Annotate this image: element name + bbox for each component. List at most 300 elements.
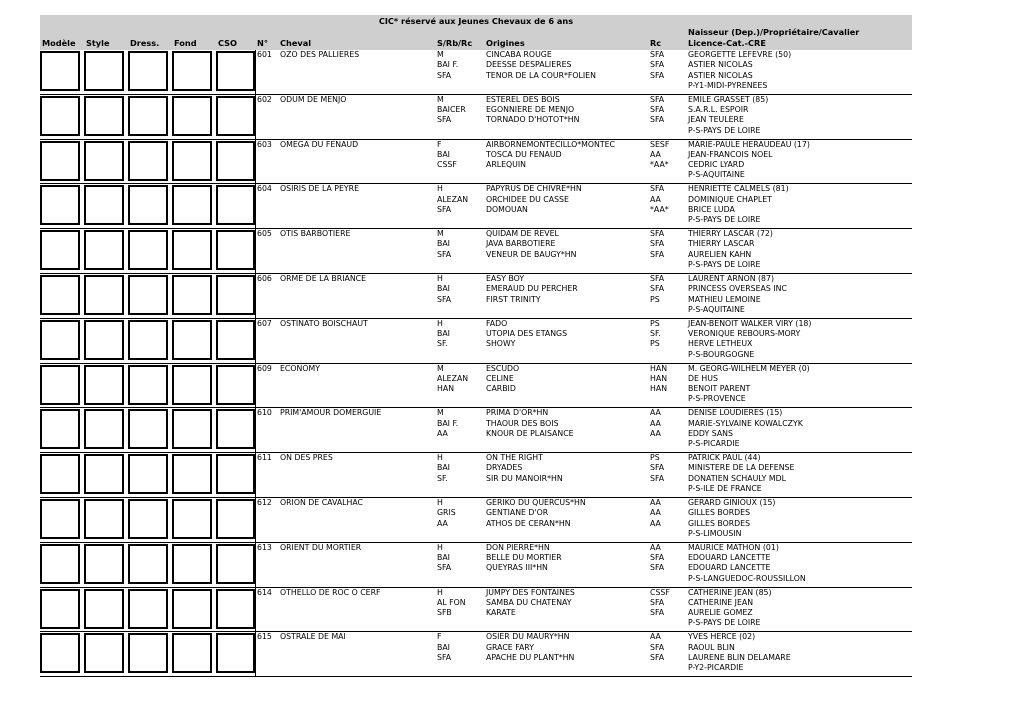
horse-name-line: PRIM'AMOUR DOMERGUIE xyxy=(280,408,382,418)
fond-score-box[interactable] xyxy=(172,320,212,360)
horse-name xyxy=(280,50,359,60)
table-row xyxy=(40,140,912,185)
owner-rider-info-line: EDOUARD LANCETTE xyxy=(688,553,771,563)
style-score-box[interactable] xyxy=(84,409,124,449)
origins-breed-line: AA xyxy=(650,194,661,204)
dress-score-box[interactable] xyxy=(128,499,168,539)
origins-breed-line: AA xyxy=(650,518,661,528)
col-cso: CSO xyxy=(218,38,238,48)
modele-score-box[interactable] xyxy=(40,230,80,270)
cso-score-box[interactable] xyxy=(216,141,255,181)
fond-score-box[interactable] xyxy=(172,633,212,673)
entry-number-line: 613 xyxy=(257,542,272,552)
horse-name-line: ORION DE CAVALHAC xyxy=(280,497,364,507)
modele-score-box[interactable] xyxy=(40,409,80,449)
owner-rider-info-line: CATHERINE JEAN (85) xyxy=(688,587,772,597)
owner-rider-info xyxy=(688,498,775,539)
horse-name-line: ECONOMY xyxy=(280,363,320,373)
origins-breed xyxy=(650,184,669,215)
entry-number xyxy=(257,229,272,239)
horse-origins xyxy=(486,588,575,619)
owner-rider-info-line: DENISE LOUDIERES (15) xyxy=(688,408,783,418)
table-row xyxy=(40,184,912,229)
cso-score-box[interactable] xyxy=(216,185,255,225)
origins-breed-line: PS xyxy=(650,453,660,463)
fond-score-box[interactable] xyxy=(172,589,212,629)
origins-breed-line: AA xyxy=(650,632,661,642)
entry-number xyxy=(257,588,272,598)
horse-origins xyxy=(486,140,615,171)
dress-score-box[interactable] xyxy=(128,365,168,405)
owner-rider-info-line: LAURENT ARNON (87) xyxy=(688,273,775,283)
entry-number xyxy=(257,543,272,553)
column-divider xyxy=(255,588,256,633)
cso-score-box[interactable] xyxy=(216,589,255,629)
entries-list xyxy=(40,50,912,677)
dress-score-box[interactable] xyxy=(128,230,168,270)
owner-rider-info-line: EDOUARD LANCETTE xyxy=(688,563,771,573)
origins-breed-line: SFA xyxy=(650,463,665,473)
modele-score-box[interactable] xyxy=(40,633,80,673)
horse-name xyxy=(280,274,366,284)
column-divider xyxy=(255,632,256,677)
col-cheval: Cheval xyxy=(280,38,312,48)
horse-origins-line: ATHOS DE CERAN*HN xyxy=(486,518,571,528)
column-divider xyxy=(255,408,256,453)
dress-score-box[interactable] xyxy=(128,454,168,494)
column-divider xyxy=(255,453,256,498)
origins-breed xyxy=(650,588,670,619)
owner-rider-info-line: AURELIE GOMEZ xyxy=(688,608,753,618)
horse-sex-robe-race-line: H xyxy=(437,587,443,597)
horse-origins-line: JAVA BARBOTIERE xyxy=(486,239,556,249)
column-divider xyxy=(255,274,256,319)
entry-number-line: 605 xyxy=(257,229,272,239)
horse-origins-line: VENEUR DE BAUGY*HN xyxy=(486,249,577,259)
style-score-box[interactable] xyxy=(84,141,124,181)
origins-breed xyxy=(650,274,664,305)
entry-number xyxy=(257,498,272,508)
horse-sex-robe-race-line: F xyxy=(437,632,442,642)
table-row xyxy=(40,588,912,633)
horse-origins-line: CELINE xyxy=(486,373,514,383)
dress-score-box[interactable] xyxy=(128,633,168,673)
horse-origins-line: UTOPIA DES ETANGS xyxy=(486,329,568,339)
origins-breed-line: HAN xyxy=(650,373,668,383)
entry-number xyxy=(257,184,272,194)
horse-sex-robe-race xyxy=(437,498,456,529)
horse-origins-line: DON PIERRE*HN xyxy=(486,542,550,552)
horse-name xyxy=(280,632,346,642)
horse-sex-robe-race-line: AA xyxy=(437,518,448,528)
horse-name xyxy=(280,408,381,418)
horse-name-line: ORIENT DU MORTIER xyxy=(280,542,362,552)
origins-breed-line: PS xyxy=(650,318,660,328)
style-score-box[interactable] xyxy=(84,544,124,584)
horse-sex-robe-race-line: ALEZAN xyxy=(437,373,469,383)
col-rc: Rc xyxy=(650,38,662,48)
owner-rider-info xyxy=(688,543,806,584)
owner-rider-info-line: ASTIER NICOLAS xyxy=(688,70,753,80)
horse-origins xyxy=(486,319,567,350)
table-row xyxy=(40,543,912,588)
horse-origins-line: QUIDAM DE REVEL xyxy=(486,229,559,239)
owner-rider-info xyxy=(688,229,773,270)
horse-sex-robe-race-line: SFA xyxy=(437,652,452,662)
horse-origins-line: APACHE DU PLANT*HN xyxy=(486,652,575,662)
horse-sex-robe-race xyxy=(437,453,450,484)
horse-sex-robe-race-line: AA xyxy=(437,428,448,438)
modele-score-box[interactable] xyxy=(40,275,80,315)
horse-origins-line: ARLEQUIN xyxy=(486,160,526,170)
horse-origins-line: TOSCA DU FENAUD xyxy=(486,149,562,159)
horse-sex-robe-race-line: BAI xyxy=(437,149,450,159)
fond-score-box[interactable] xyxy=(172,365,212,405)
horse-origins xyxy=(486,229,576,260)
modele-score-box[interactable] xyxy=(40,51,80,91)
entry-number xyxy=(257,364,272,374)
owner-rider-info-line: P-Y2-PICARDIE xyxy=(688,663,744,673)
fond-score-box[interactable] xyxy=(172,454,212,494)
page-title: CIC* réservé aux Jeunes Chevaux de 6 ans xyxy=(378,16,574,26)
cso-score-box[interactable] xyxy=(216,633,255,673)
modele-score-box[interactable] xyxy=(40,365,80,405)
horse-sex-robe-race-line: SFA xyxy=(437,70,452,80)
horse-name-line: OTHELLO DE ROC O CERF xyxy=(280,587,381,597)
horse-name xyxy=(280,319,368,329)
horse-origins-line: EGONNIERE DE MENJO xyxy=(486,105,575,115)
horse-origins xyxy=(486,498,586,529)
horse-origins xyxy=(486,364,519,395)
entry-number-line: 603 xyxy=(257,139,272,149)
horse-origins xyxy=(486,274,578,305)
origins-breed-line: SFA xyxy=(650,273,665,283)
col-style: Style xyxy=(86,38,110,48)
horse-origins xyxy=(486,632,574,663)
origins-breed-line: SFA xyxy=(650,115,665,125)
cso-score-box[interactable] xyxy=(216,409,255,449)
table-row xyxy=(40,364,912,409)
horse-origins xyxy=(486,408,574,439)
owner-rider-info xyxy=(688,184,789,225)
horse-sex-robe-race xyxy=(437,364,468,395)
entry-number xyxy=(257,95,272,105)
col-fond: Fond xyxy=(174,38,197,48)
owner-rider-info xyxy=(688,588,772,629)
style-score-box[interactable] xyxy=(84,499,124,539)
style-score-box[interactable] xyxy=(84,365,124,405)
fond-score-box[interactable] xyxy=(172,499,212,539)
modele-score-box[interactable] xyxy=(40,454,80,494)
origins-breed-line: SFA xyxy=(650,473,665,483)
horse-name-line: OSIRIS DE LA PEYRE xyxy=(280,184,360,194)
horse-sex-robe-race-line: HAN xyxy=(437,384,455,394)
horse-name xyxy=(280,140,358,150)
origins-breed-line: PS xyxy=(650,294,660,304)
modele-score-box[interactable] xyxy=(40,185,80,225)
cso-score-box[interactable] xyxy=(216,544,255,584)
origins-breed-line: SFA xyxy=(650,597,665,607)
horse-origins-line: FADO xyxy=(486,318,508,328)
cso-score-box[interactable] xyxy=(216,454,255,494)
style-score-box[interactable] xyxy=(84,96,124,136)
entry-number-line: 611 xyxy=(257,453,272,463)
horse-origins-line: KARATE xyxy=(486,608,516,618)
owner-rider-info-line: PATRICK PAUL (44) xyxy=(688,453,761,463)
owner-rider-info-line: DONATIEN SCHAULY MDL xyxy=(688,473,786,483)
origins-breed-line: AA xyxy=(650,408,661,418)
horse-origins-line: ESCUDO xyxy=(486,363,520,373)
owner-rider-info-line: P-S-PAYS DE LOIRE xyxy=(688,260,761,270)
horse-origins-line: JUMPY DES FONTAINES xyxy=(486,587,575,597)
origins-breed xyxy=(650,319,661,350)
horse-name xyxy=(280,588,381,598)
dress-score-box[interactable] xyxy=(128,185,168,225)
fond-score-box[interactable] xyxy=(172,544,212,584)
horse-name-line: ODUM DE MENJO xyxy=(280,94,347,104)
horse-origins-line: KNOUR DE PLAISANCE xyxy=(486,428,574,438)
horse-origins-line: GRACE FARY xyxy=(486,642,534,652)
owner-rider-info-line: EMILE GRASSET (85) xyxy=(688,94,769,104)
origins-breed-line: SFA xyxy=(650,239,665,249)
horse-name xyxy=(280,184,359,194)
origins-breed xyxy=(650,632,664,663)
owner-rider-info xyxy=(688,632,791,673)
column-divider xyxy=(255,50,256,95)
owner-rider-info-line: P-S-LIMOUSIN xyxy=(688,528,742,538)
fond-score-box[interactable] xyxy=(172,409,212,449)
horse-origins-line: OSIER DU MAURY*HN xyxy=(486,632,570,642)
entry-number xyxy=(257,453,272,463)
horse-origins-line: TORNADO D'HOTOT*HN xyxy=(486,115,580,125)
horse-name-line: OTIS BARBOTIERE xyxy=(280,229,351,239)
horse-sex-robe-race-line: SFA xyxy=(437,115,452,125)
dress-score-box[interactable] xyxy=(128,409,168,449)
owner-rider-info-line: P-S-PAYS DE LOIRE xyxy=(688,125,761,135)
table-row xyxy=(40,319,912,364)
horse-origins-line: DEESSE DESPALIERES xyxy=(486,60,572,70)
column-divider xyxy=(255,229,256,274)
owner-rider-info-line: GEORGETTE LEFEVRE (50) xyxy=(688,50,792,59)
origins-breed-line: SFA xyxy=(650,652,665,662)
owner-rider-info-line: HENRIETTE CALMELS (81) xyxy=(688,184,789,194)
horse-name xyxy=(280,229,350,239)
horse-sex-robe-race-line: ALEZAN xyxy=(437,194,469,204)
origins-breed xyxy=(650,50,664,81)
entry-number xyxy=(257,408,272,418)
horse-origins-line: PRIMA D'OR*HN xyxy=(486,408,549,418)
owner-rider-info-line: YVES HERCE (02) xyxy=(688,632,756,642)
fond-score-box[interactable] xyxy=(172,275,212,315)
owner-rider-info-line: GILLES BORDES xyxy=(688,518,751,528)
horse-name-line: OSTRALE DE MAI xyxy=(280,632,346,642)
owner-rider-info-line: THIERRY LASCAR (72) xyxy=(688,229,773,239)
horse-sex-robe-race-line: M xyxy=(437,363,444,373)
col-origines: Origines xyxy=(486,38,525,48)
owner-rider-info-line: BENOIT PARENT xyxy=(688,384,751,394)
modele-score-box[interactable] xyxy=(40,589,80,629)
owner-rider-info-line: JEAN-FRANCOIS NOEL xyxy=(688,149,773,159)
horse-sex-robe-race-line: SFA xyxy=(437,563,452,573)
horse-origins xyxy=(486,453,563,484)
horse-sex-robe-race-line: BAICER xyxy=(437,105,466,115)
owner-rider-info xyxy=(688,274,787,315)
horse-sex-robe-race-line: SFA xyxy=(437,204,452,214)
horse-name xyxy=(280,364,320,374)
horse-origins-line: ON THE RIGHT xyxy=(486,453,543,463)
origins-breed-line: SFA xyxy=(650,50,665,59)
owner-rider-info-line: PRINCESS OVERSEAS INC xyxy=(688,284,787,294)
col-modele: Modèle xyxy=(42,38,76,48)
style-score-box[interactable] xyxy=(84,230,124,270)
cso-score-box[interactable] xyxy=(216,51,255,91)
dress-score-box[interactable] xyxy=(128,51,168,91)
modele-score-box[interactable] xyxy=(40,141,80,181)
horse-sex-robe-race-line: M xyxy=(437,94,444,104)
horse-sex-robe-race-line: H xyxy=(437,497,443,507)
horse-sex-robe-race-line: M xyxy=(437,408,444,418)
owner-rider-info-line: GERARD GINIOUX (15) xyxy=(688,497,776,507)
horse-name xyxy=(280,498,363,508)
origins-breed-line: *AA* xyxy=(650,204,669,214)
origins-breed-line: SFA xyxy=(650,60,665,70)
horse-origins-line: SIR DU MANOIR*HN xyxy=(486,473,563,483)
owner-rider-info-line: MATHIEU LEMOINE xyxy=(688,294,761,304)
dress-score-box[interactable] xyxy=(128,589,168,629)
horse-origins-line: AIRBORNEMONTECILLO*MONTEC xyxy=(486,139,615,149)
horse-sex-robe-race-line: AL FON xyxy=(437,597,466,607)
horse-origins-line: DOMOUAN xyxy=(486,204,528,214)
horse-origins xyxy=(486,184,582,215)
column-divider xyxy=(255,184,256,229)
owner-rider-info-line: EDDY SANS xyxy=(688,428,733,438)
horse-sex-robe-race-line: BAI xyxy=(437,239,450,249)
style-score-box[interactable] xyxy=(84,454,124,494)
entry-number-line: 601 xyxy=(257,50,272,59)
horse-sex-robe-race xyxy=(437,140,457,171)
style-score-box[interactable] xyxy=(84,185,124,225)
horse-origins-line: QUEYRAS III*HN xyxy=(486,563,548,573)
style-score-box[interactable] xyxy=(84,275,124,315)
column-divider xyxy=(255,543,256,588)
origins-breed-line: AA xyxy=(650,149,661,159)
origins-breed-line: CSSF xyxy=(650,587,670,597)
fond-score-box[interactable] xyxy=(172,230,212,270)
entry-number xyxy=(257,632,272,642)
horse-origins-line: THAOUR DES BOIS xyxy=(486,418,559,428)
style-score-box[interactable] xyxy=(84,320,124,360)
horse-name-line: OMEGA DU FENAUD xyxy=(280,139,359,149)
style-score-box[interactable] xyxy=(84,51,124,91)
origins-breed-line: SFA xyxy=(650,563,665,573)
owner-rider-info-line: CATHERINE JEAN xyxy=(688,597,754,607)
owner-rider-info-line: GILLES BORDES xyxy=(688,508,751,518)
dress-score-box[interactable] xyxy=(128,96,168,136)
horse-name xyxy=(280,95,346,105)
horse-sex-robe-race xyxy=(437,408,458,439)
cso-score-box[interactable] xyxy=(216,499,255,539)
cso-score-box[interactable] xyxy=(216,230,255,270)
owner-rider-info-line: LAURENE BLIN DELAMARE xyxy=(688,652,791,662)
dress-score-box[interactable] xyxy=(128,275,168,315)
horse-sex-robe-race-line: F xyxy=(437,139,442,149)
owner-rider-info-line: P-S-PAYS DE LOIRE xyxy=(688,618,761,628)
owner-rider-info xyxy=(688,453,794,494)
owner-rider-info-line: MARIE-PAULE HERAUDEAU (17) xyxy=(688,139,810,149)
horse-origins-line: TENOR DE LA COUR*FOLIEN xyxy=(486,70,596,80)
fond-score-box[interactable] xyxy=(172,185,212,225)
owner-rider-info-line: P-S-ILE DE FRANCE xyxy=(688,484,762,494)
style-score-box[interactable] xyxy=(84,633,124,673)
entry-number-line: 615 xyxy=(257,632,272,642)
owner-rider-info-line: M. GEORG-WILHELM MEYER (0) xyxy=(688,363,810,373)
origins-breed-line: AA xyxy=(650,542,661,552)
horse-origins-line: FIRST TRINITY xyxy=(486,294,541,304)
origins-breed-line: SFA xyxy=(650,105,665,115)
horse-sex-robe-race xyxy=(437,274,451,305)
entry-number-line: 604 xyxy=(257,184,272,194)
horse-sex-robe-race xyxy=(437,543,451,574)
horse-origins-line: EASY BOY xyxy=(486,273,525,283)
dress-score-box[interactable] xyxy=(128,544,168,584)
origins-breed-line: SF. xyxy=(650,329,661,339)
horse-origins-line: EMERAUD DU PERCHER xyxy=(486,284,578,294)
owner-rider-info-line: MAURICE MATHON (01) xyxy=(688,542,779,552)
col-srbrc: S/Rb/Rc xyxy=(437,38,473,48)
cso-score-box[interactable] xyxy=(216,365,255,405)
origins-breed-line: AA xyxy=(650,428,661,438)
origins-breed xyxy=(650,543,664,574)
horse-sex-robe-race xyxy=(437,319,450,350)
horse-origins-line: SHOWY xyxy=(486,339,516,349)
horse-sex-robe-race-line: H xyxy=(437,453,443,463)
column-divider xyxy=(255,364,256,409)
fond-score-box[interactable] xyxy=(172,141,212,181)
origins-breed-line: SFA xyxy=(650,553,665,563)
owner-rider-info xyxy=(688,95,768,136)
horse-name xyxy=(280,543,361,553)
cso-score-box[interactable] xyxy=(216,275,255,315)
table-row xyxy=(40,95,912,140)
column-divider xyxy=(255,498,256,543)
owner-rider-info-line: MARIE-SYLVAINE KOWALCZYK xyxy=(688,418,803,428)
horse-sex-robe-race-line: SF. xyxy=(437,473,448,483)
col-num: N° xyxy=(257,38,268,48)
modele-score-box[interactable] xyxy=(40,544,80,584)
entry-number-line: 609 xyxy=(257,363,272,373)
cso-score-box[interactable] xyxy=(216,96,255,136)
table-row xyxy=(40,50,912,95)
horse-sex-robe-race-line: BAI xyxy=(437,284,450,294)
table-row xyxy=(40,408,912,453)
owner-rider-info-line: P-S-LANGUEDOC-ROUSSILLON xyxy=(688,573,806,583)
cso-score-box[interactable] xyxy=(216,320,255,360)
owner-rider-info-line: P-S-PICARDIE xyxy=(688,439,740,449)
modele-score-box[interactable] xyxy=(40,499,80,539)
owner-rider-info xyxy=(688,50,791,91)
origins-breed xyxy=(650,95,664,126)
fond-score-box[interactable] xyxy=(172,96,212,136)
owner-rider-info xyxy=(688,408,803,449)
modele-score-box[interactable] xyxy=(40,96,80,136)
owner-rider-info-line: JEAN TEULERE xyxy=(688,115,744,125)
style-score-box[interactable] xyxy=(84,589,124,629)
dress-score-box[interactable] xyxy=(128,141,168,181)
origins-breed-line: HAN xyxy=(650,384,668,394)
modele-score-box[interactable] xyxy=(40,320,80,360)
fond-score-box[interactable] xyxy=(172,51,212,91)
dress-score-box[interactable] xyxy=(128,320,168,360)
